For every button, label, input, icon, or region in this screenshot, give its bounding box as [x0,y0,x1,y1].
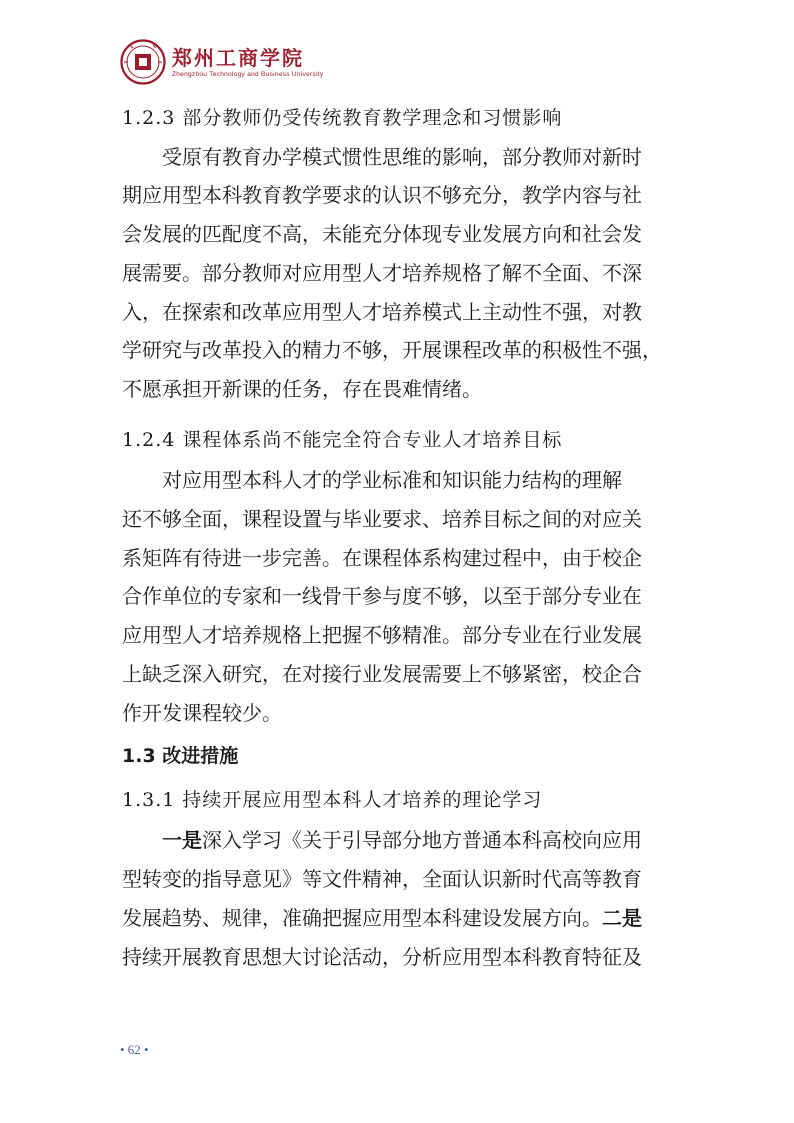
paragraph-line [122,900,642,936]
paragraph-line: 展需要。部分教师对应用型人才培养规格了解不全面、不深 [122,261,642,285]
section-heading-1-2-4: 1.2.4 课程体系尚不能完全符合专业人才培养目标 [122,429,563,451]
university-name-en: Zhengzhou Technology and Business University [172,70,324,78]
paragraph-line: 会发展的匹配度不高，未能充分体现专业发展方向和社会发 [122,222,642,246]
paragraph-line: 持续开展教育思想大讨论活动，分析应用型本科教育特征及 [122,945,642,969]
emphasis-first: 一是 [162,828,202,852]
paragraph-line: 应用型人才培养规格上把握不够精准。部分专业在行业发展 [122,623,642,647]
section-heading-1-3: 1.3 改进措施 [122,745,239,767]
section-heading-1-2-3: 1.2.3 部分教师仍受传统教育教学理念和习惯影响 [122,107,563,129]
page-number: • 62 • [120,1042,149,1057]
paragraph-text: 发展趋势、规律，准确把握应用型本科建设发展方向。 [122,906,602,930]
paragraph-line: 作开发课程较少。 [122,701,282,725]
paragraph-line: 型转变的指导意见》等文件精神，全面认识新时代高等教育 [122,867,642,891]
paragraph-line: 上缺乏深入研究，在对接行业发展需要上不够紧密，校企合 [122,662,642,686]
paragraph-line: 学研究与改革投入的精力不够，开展课程改革的积极性不强， [122,338,662,362]
paragraph-line: 入，在探索和改革应用型人才培养模式上主动性不强，对教 [122,300,642,324]
paragraph-line: 对应用型本科人才的学业标准和知识能力结构的理解 [162,468,622,492]
paragraph-line [162,822,642,858]
university-name-cn: 郑州工商学院 [172,45,304,70]
university-name [172,47,323,78]
paragraph-line: 受原有教育办学模式惯性思维的影响，部分教师对新时 [162,145,642,169]
emphasis-second: 二是 [602,906,642,930]
paragraph-line: 不愿承担开新课的任务，存在畏难情绪。 [122,377,482,401]
paragraph-text: 深入学习《关于引导部分地方普通本科高校向应用 [202,828,642,852]
paragraph-line: 期应用型本科教育教学要求的认识不够充分，教学内容与社 [122,183,642,207]
paragraph-line: 合作单位的专家和一线骨干参与度不够，以至于部分专业在 [122,584,642,608]
paragraph-line: 还不够全面，课程设置与毕业要求、培养目标之间的对应关 [122,507,642,531]
university-seal-icon [120,39,166,85]
paragraph-line: 系矩阵有待进一步完善。在课程体系构建过程中，由于校企 [122,546,642,570]
page-header [120,34,323,90]
section-heading-1-3-1: 1.3.1 持续开展应用型本科人才培养的理论学习 [122,789,543,811]
